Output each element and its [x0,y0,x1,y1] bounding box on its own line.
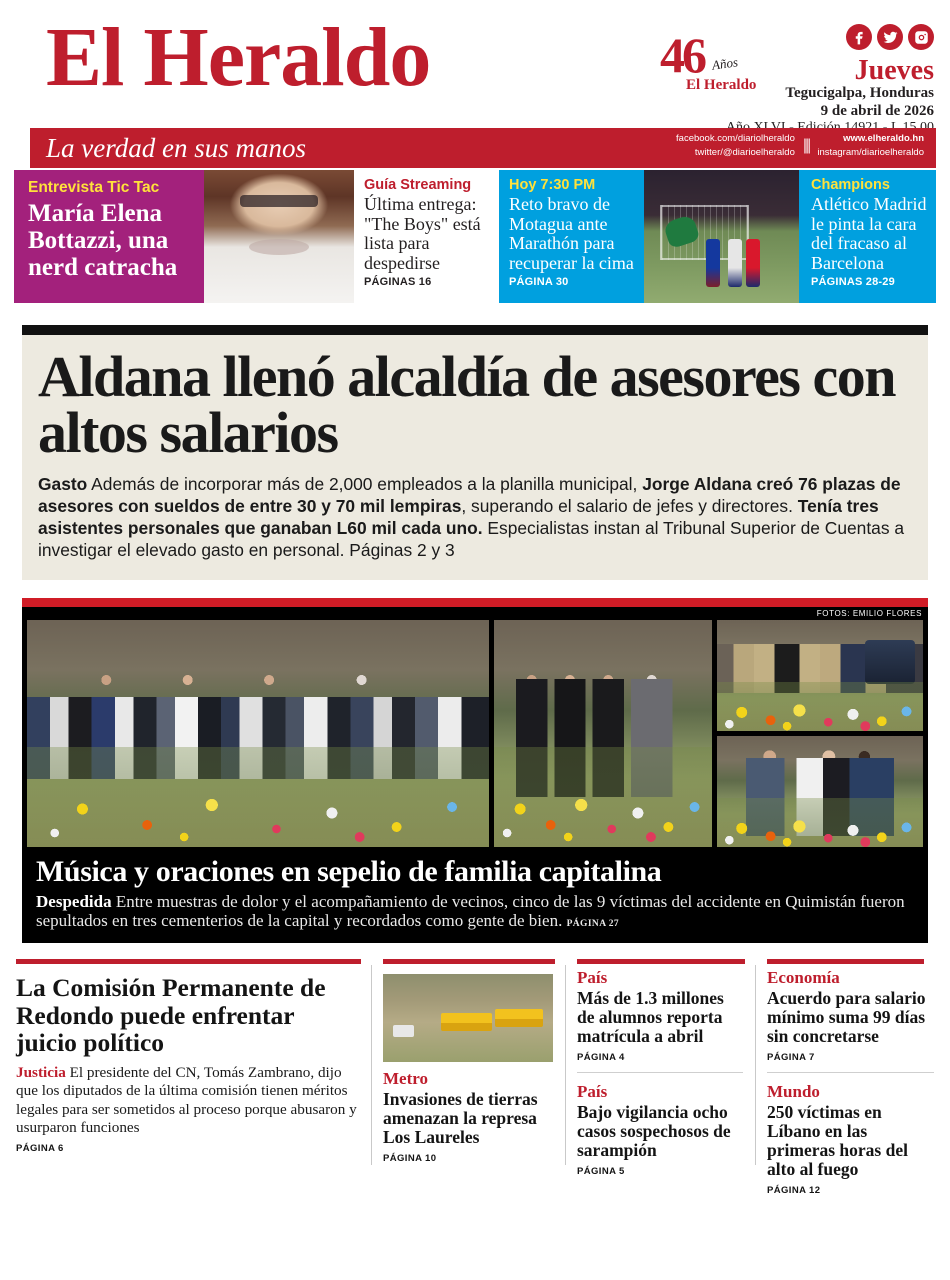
grave-flowers [717,798,923,847]
brief-item[interactable] [767,1072,934,1196]
brief-kicker: Economía [767,968,840,988]
bottom-story-comision[interactable] [16,959,371,1165]
teaser-soccer-photo [644,170,799,303]
lead-deck-kicker: Gasto [38,474,88,495]
day-of-week: Jueves [854,55,934,86]
teaser-kicker: Guía Streaming [364,177,472,193]
bottom-deck [16,1064,359,1137]
teaser-headline: Atlético Madrid le pinta la cara del fracaso al Barcelona [811,194,927,273]
publication-place: Tegucigalpa, Honduras [785,85,934,102]
montage-caption[interactable] [22,852,928,943]
montage-photo-mourners-walking [494,620,712,847]
lead-top-rule [22,325,928,335]
anniversary-brand: El Heraldo [686,77,757,93]
twitter-icon[interactable] [877,24,903,50]
column-divider [371,965,372,1165]
metro-photo-buses [383,974,553,1062]
teaser-guia-streaming[interactable] [354,170,499,303]
divider-bars: ||| [802,137,810,155]
metro-kicker: Metro [383,1069,428,1089]
grave-flowers [27,747,489,847]
montage-top-rule [22,598,928,607]
website-url[interactable]: www.elheraldo.hn [843,133,924,144]
bottom-deck-text: El presidente del CN, Tomás Zambrano, dijo que los diputados de la última comisión tienen méritos legales para ser sometidos al proceso porque abusaron y usurparon funciones [16,1064,357,1136]
photo-credit: FOTOS: EMILIO FLORES [22,607,928,620]
teaser-portrait-photo [204,170,354,303]
masthead [0,0,950,128]
instagram-handle[interactable]: instagram/diarioelheraldo [817,146,924,158]
column-rule [383,959,555,964]
brief-page-ref: PÁGINA 7 [767,1051,815,1063]
publication-info [726,56,934,137]
bottom-page-ref: PÁGINA 6 [16,1143,64,1155]
brief-headline: 250 víctimas en Líbano en las primeras horas del alto al fuego [767,1101,908,1179]
teaser-hoy-partido[interactable] [499,170,644,303]
school-bus [495,1009,543,1027]
crowd-heads [73,670,443,690]
montage-photo-cemetery-crowd [27,620,489,847]
montage-photo-stack [717,620,923,847]
player-figure [728,239,742,287]
brief-page-ref: PÁGINA 5 [577,1165,625,1177]
teaser-champions[interactable] [799,170,936,303]
column-rule [577,959,745,964]
montage-photo-coffin-bearers [717,620,923,731]
brief-headline: Acuerdo para salario mínimo suma 99 días sin concretarse [767,988,926,1047]
bottom-briefs-pais [577,959,755,1177]
twitter-handle[interactable]: twitter/@diarioelheraldo [694,146,795,158]
brief-kicker: País [577,968,608,988]
column-rule [767,959,924,964]
facebook-handle[interactable]: facebook.com/diariolheraldo [676,133,795,144]
lead-deck [38,474,912,562]
teaser-strip [14,170,936,303]
caption-deck [36,892,914,932]
metro-page-ref: PÁGINA 10 [383,1152,437,1164]
school-bus [441,1013,492,1031]
teaser-headline: Reto bravo de Motagua ante Marathón para recuperar la cima [509,194,634,273]
lead-deck-part1: Además de incorporar más de 2,000 empleados a la planilla municipal, [87,474,643,495]
teaser-kicker: Hoy 7:30 PM [509,177,596,193]
teaser-entrevista[interactable] [14,170,354,303]
column-rule [16,959,361,964]
lead-deck-part3: Especialistas instan al Tribunal Superior de Cuentas a investigar el elevado gasto en personal. Páginas 2 y 3 [38,518,905,561]
brief-kicker: Mundo [767,1081,820,1101]
teaser-headline: María Elena Bottazzi, una nerd catracha [28,200,178,282]
montage-photo-grieving-family [717,736,923,847]
teaser-page-ref: PÁGINAS 16 [364,275,432,288]
grave-flowers [494,747,712,847]
caption-text: Entre muestras de dolor y el acompañamiento de vecinos, cinco de las 9 víctimas del accidente en Quimistán fueron sepultados en tres cementerios de la capital y recordados como gente de bien. [36,891,905,931]
bottom-section [16,959,934,1196]
tagline-bar [30,128,936,168]
social-handles [676,132,924,160]
teaser-headline: Última entrega: "The Boys" está lista para despedirse [364,194,481,273]
bottom-kicker: Justicia [16,1064,66,1082]
metro-headline: Invasiones de tierras amenazan la represa Los Laureles [383,1089,538,1148]
brief-headline: Más de 1.3 millones de alumnos reporta matrícula a abril [577,988,724,1047]
caption-page-ref: PÁGINA 27 [566,919,620,930]
facebook-icon[interactable] [846,24,872,50]
grave-flowers [717,682,923,731]
teaser-kicker: Champions [811,177,890,193]
player-figure [706,239,720,287]
anniversary-number: 46 [660,27,704,83]
social-links [846,24,934,50]
hearse-vehicle [865,640,914,684]
masthead-title: El Heraldo [46,11,431,104]
brief-page-ref: PÁGINA 12 [767,1184,821,1196]
brief-kicker: País [577,1081,608,1101]
montage-grid [22,620,928,852]
column-divider [565,965,566,1165]
lead-deck-bold2: Tenía tres asistentes personales que ganaban L60 mil cada uno. [38,496,879,539]
teaser-page-ref: PÁGINA 30 [509,275,569,288]
lead-deck-bold1: Jorge Aldana creó 76 plazas de asesores con sueldos de entre 30 y 70 mil lempiras [38,474,901,517]
lead-deck-part2: , superando el salario de jefes y directores. [461,496,798,517]
tagline-text: La verdad en sus manos [46,132,306,163]
bottom-briefs-economia-mundo [767,959,934,1196]
teaser-page-ref: PÁGINAS 28-29 [811,275,895,288]
lead-headline: Aldana llenó alcaldía de asesores con altos salarios [38,344,895,465]
publication-date: 9 de abril de 2026 [820,102,934,119]
teaser-kicker: Entrevista Tic Tac [28,179,160,196]
player-figure [746,239,760,287]
bottom-headline: La Comisión Permanente de Redondo puede enfrentar juicio político [16,973,326,1057]
anniversary-word: Años [711,54,739,73]
column-divider [755,965,756,1165]
bottom-story-metro[interactable] [383,959,565,1165]
brief-headline: Bajo vigilancia ocho casos sospechosos de sarampión [577,1101,731,1160]
brief-item[interactable] [767,968,934,1063]
caption-headline: Música y oraciones en sepelio de familia capitalina [36,855,662,889]
brief-item[interactable] [577,968,743,1063]
instagram-icon[interactable] [908,24,934,50]
caption-kicker: Despedida [36,891,112,911]
lead-story[interactable] [22,325,928,580]
brief-item[interactable] [577,1072,743,1177]
photo-montage [22,598,928,852]
white-vehicle [393,1025,413,1037]
brief-page-ref: PÁGINA 4 [577,1051,625,1063]
